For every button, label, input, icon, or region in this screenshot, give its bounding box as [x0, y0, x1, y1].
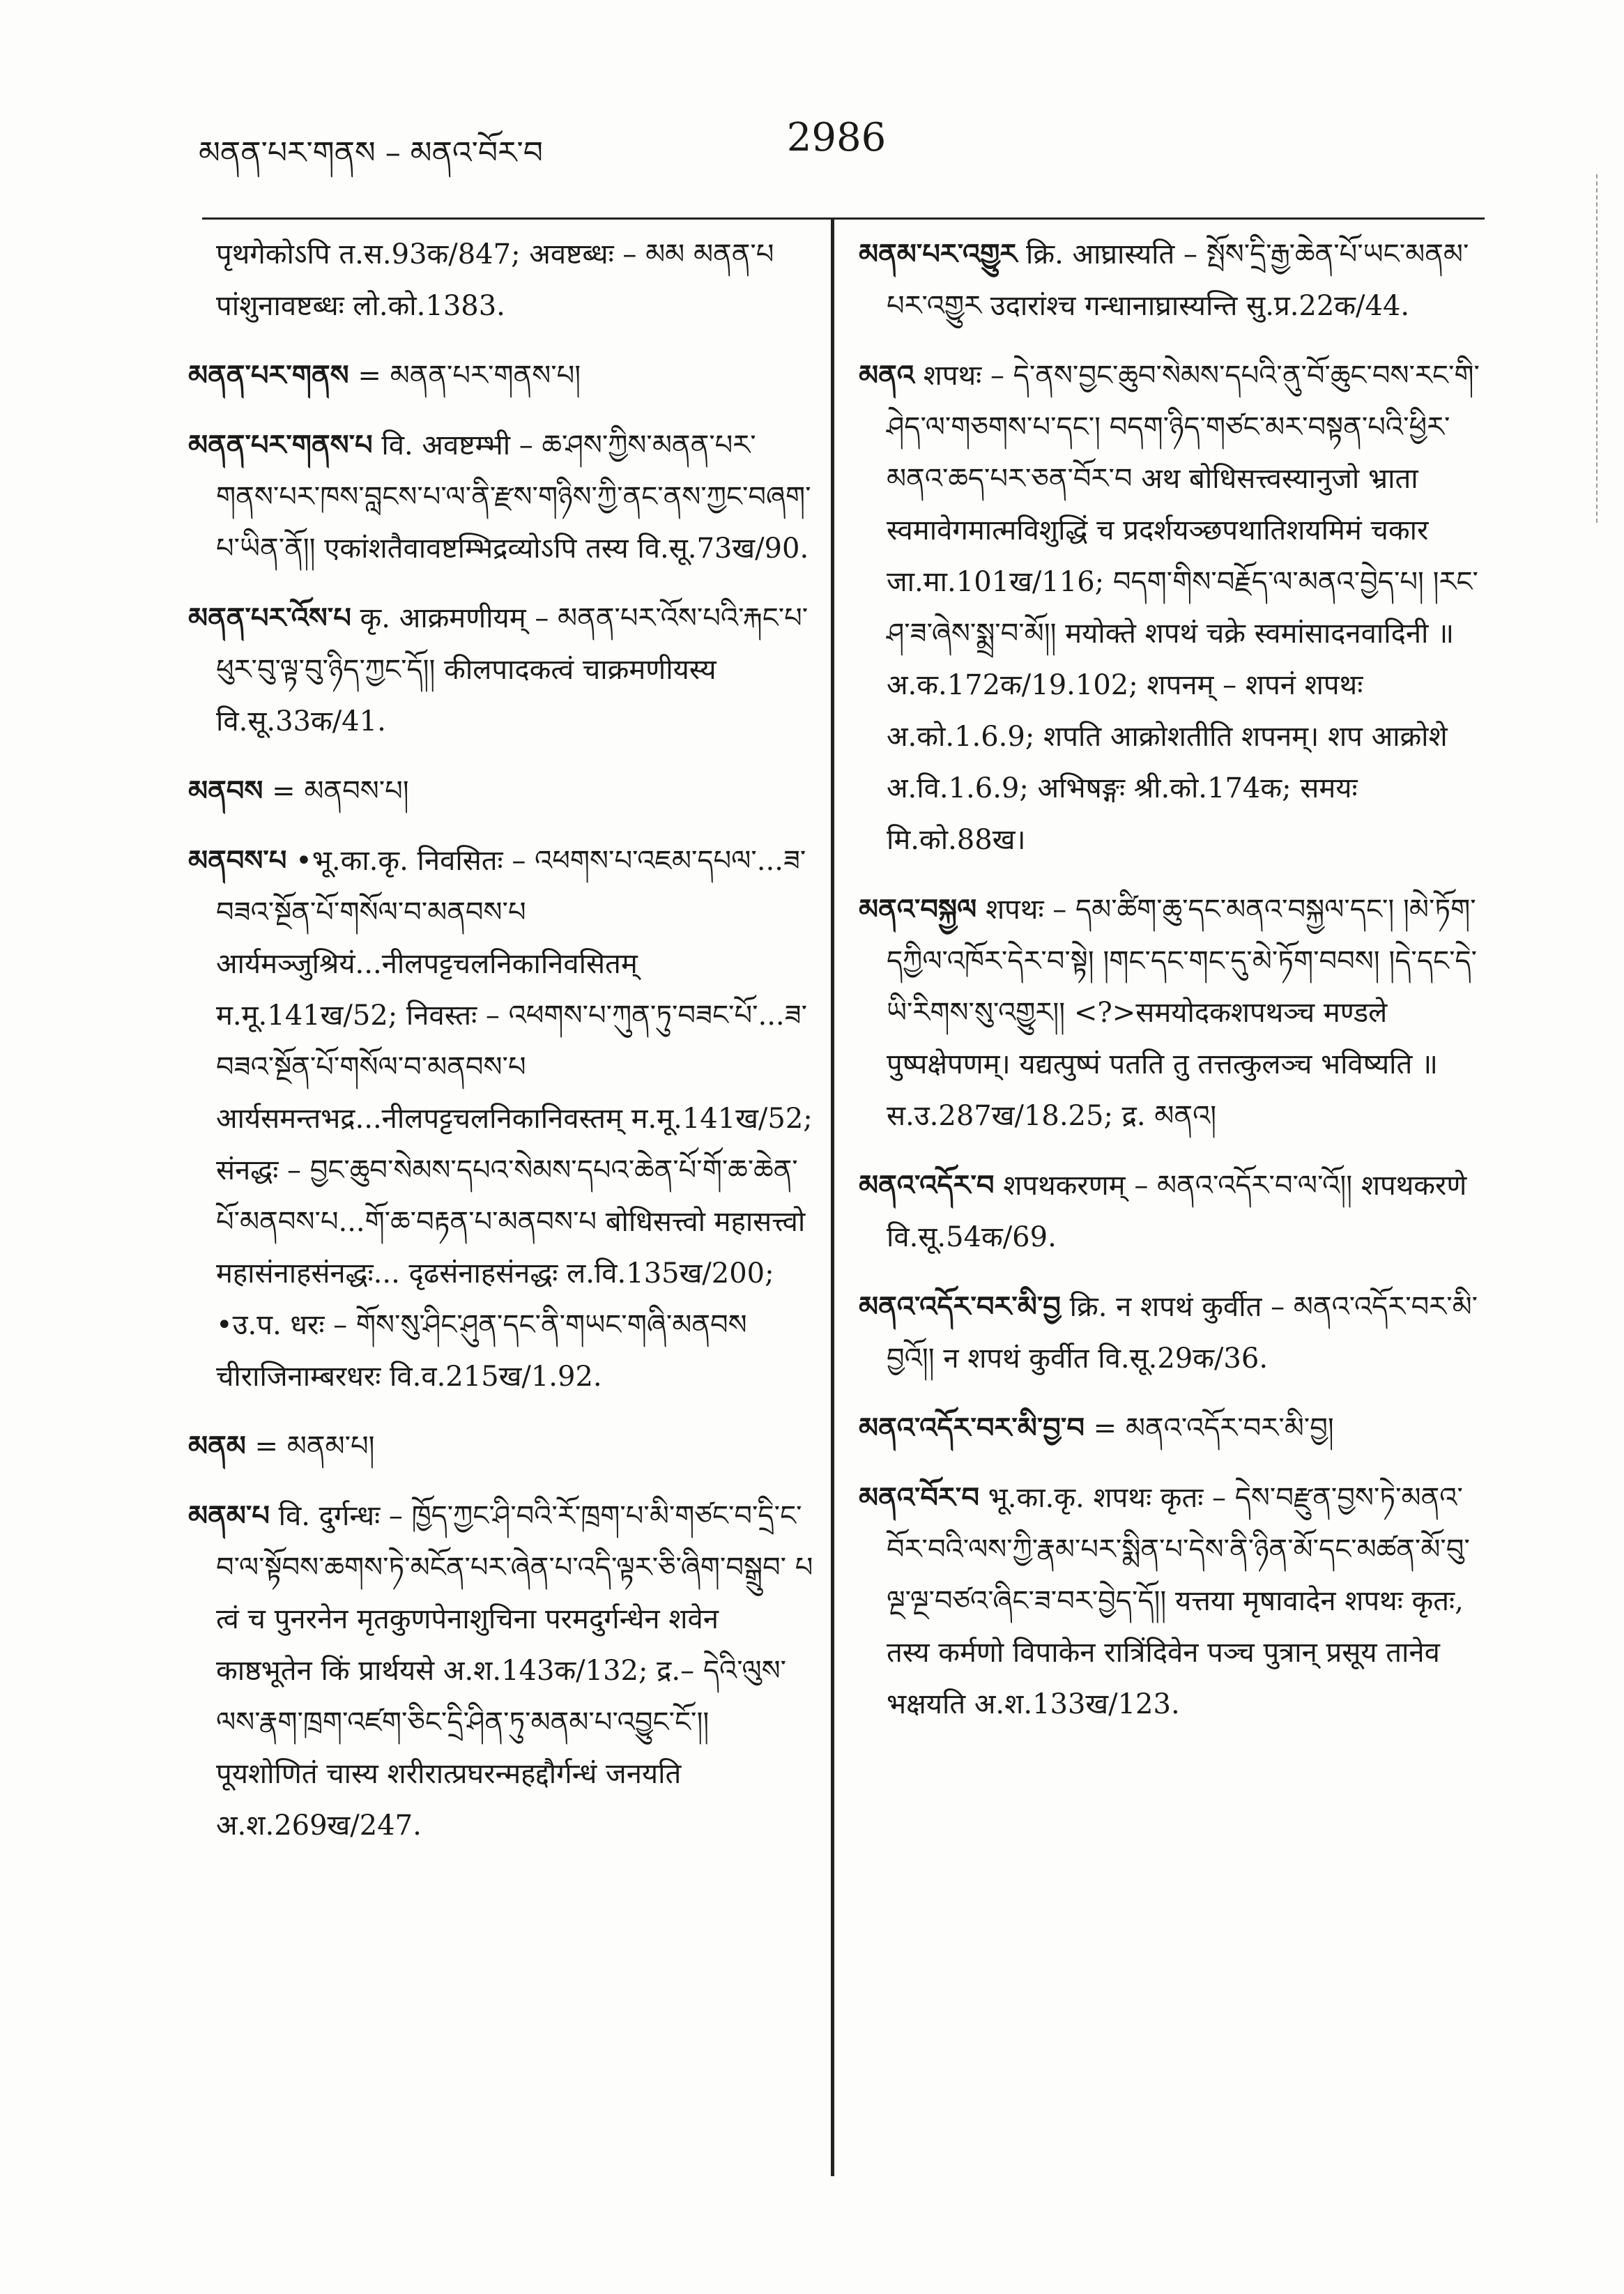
cross-reference-entry [188, 1421, 815, 1472]
dictionary-entry [859, 1160, 1486, 1263]
entry-text: शपथः – དམ་ཚིག་ཆུ་དང་མནའ་བསྐྱལ་དང་། །མེ་ཏོག་དཀྱིལ་འཁོར་དེར་བ་སྟེ། །གང་དང་གང་དུ་མེ་ཏོག་བབས། །དེ་དང་དེ་ཡི་རིགས་སུ་འགྱུར།། <?>समयोदकशपथञ्च मण्डले पुष्पक्षेपणम्। यद्यत्पुष्पं पतति तु तत्तत्कुलञ्च भविष्यति ॥ स.उ.287ख/18.25; द्र. མནའ། [887, 894, 1478, 1132]
cross-reference-entry [859, 1402, 1486, 1454]
entry-headword: མནམ་པ [188, 1499, 270, 1532]
dictionary-entry-continued [188, 229, 815, 332]
dictionary-entry [859, 884, 1486, 1142]
entry-text: शपथकरणम् – མནའ་འདོར་བ་ལ་འོ།། शपथकरणे वि.सू.54क/69. [887, 1170, 1467, 1253]
entry-headword: མནའ་བོར་བ [859, 1481, 979, 1514]
dictionary-entry [188, 420, 815, 574]
entry-headword: མནན་པར་འོས་པ [188, 602, 351, 634]
entry-headword: མནའ [859, 359, 914, 392]
page-number: 2986 [786, 115, 887, 160]
entry-text: पृथगेकोऽपि त.स.93क/847; अवष्टब्धः – མམ མནན་པ पांशुनावष्टब्धः लो.को.1383. [216, 238, 774, 322]
dictionary-entry [859, 1472, 1486, 1730]
column-divider [831, 217, 834, 2176]
dictionary-entry [188, 835, 815, 1402]
dictionary-entry [859, 1281, 1486, 1384]
cross-reference-entry [188, 350, 815, 402]
entry-text: = མནབས་པ། [263, 775, 409, 807]
entry-headword: མནན་པར་གནས [188, 359, 349, 392]
entry-text: वि. अवष्टम्भी – ཆ་ཤས་ཀྱིས་མནན་པར་གནས་པར་ཁས་བླངས་པ་ལ་ནི་རྫས་གཉིས་ཀྱི་ནང་ནས་ཀྱང་བཞག་པ་ཡིན་ནོ།། एकांशतैवावष्टम्भिद्रव्योऽपि तस्य वि.सू.73ख/90. [216, 429, 811, 565]
dictionary-entry [859, 350, 1486, 866]
entry-text: कृ. आक्रमणीयम् – མནན་པར་འོས་པའི་རྐང་པ་ཕུར་བུ་ལྟ་བུ་ཉིད་ཀྱང་དོ།། कीलपादकत्वं चाक्रमणीयस्य वि.सू.33क/41. [216, 602, 809, 737]
entry-headword: མནམ་པར་འགྱུར [859, 238, 1018, 270]
entry-headword: མནའ་བསྐྱལ [859, 893, 977, 926]
dictionary-entry [188, 1490, 815, 1851]
entry-headword: མནབས [188, 774, 263, 807]
dictionary-entry [859, 229, 1486, 332]
cross-reference-entry [188, 765, 815, 817]
entry-headword: མནན་པར་གནས་པ [188, 429, 373, 461]
scan-margin-marks [1596, 174, 1602, 523]
right-column [859, 229, 1486, 1748]
entry-headword: མནའ་འདོར་བར་མི་བྱ [859, 1290, 1061, 1323]
entry-text: क्रि. न शपथं कुर्वीत – མནའ་འདོར་བར་མི་བྱའོ།། न शपथं कुर्वीत वि.सू.29क/36. [887, 1291, 1478, 1375]
entry-headword: མནབས་པ [188, 844, 287, 877]
entry-text: •भू.का.कृ. निवसितः – འཕགས་པ་འཇམ་དཔལ་...ཟ་བཟའ་སྔོན་པོ་གསོལ་བ་མནབས་པ आर्यमञ्जुश्रियं...नीलपट्टचलनिकानिवसितम् म.मू.141ख/52; निवस्तः – འཕགས་པ་ཀུན་ཏུ་བཟང་པོ་...ཟ་བཟའ་སྔོན་པོ་གསོལ་བ་མནབས་པ आर्यसमन्तभद्र...नीलपट्टचलनिकानिवस्तम् म.मू.141ख/52; संनद्धः – བྱང་ཆུབ་སེམས་དཔའ་སེམས་དཔའ་ཆེན་པོ་གོ་ཆ་ཆེན་པོ་མནབས་པ...གོ་ཆ་བརྟན་པ་མནབས་པ बोधिसत्त्वो महासत्त्वो महासंनाहसंनद्धः... दृढसंनाहसंनद्धः ल.वि.135ख/200; •उ.प. धरः – གོས་སུ་ཤིང་ཤུན་དང་ནི་གཡང་གཞི་མནབས चीराजिनाम्बरधरः वि.व.215ख/1.92. [216, 845, 813, 1393]
entry-headword: མནའ་འདོར་བར་མི་བྱ་བ [859, 1412, 1085, 1444]
running-head: མནན་པར་གནས – མནའ་བོར་བ [199, 135, 543, 171]
dictionary-entry [188, 592, 815, 747]
entry-text: शपथः – དེ་ནས་བྱང་ཆུབ་སེམས་དཔའི་ནུ་བོ་ཆུང་བས་རང་གི་ཤེད་ལ་གཅགས་པ་དང་། བདག་ཉིད་གཙང་མར་བསྟན་པའི་ཕྱིར་མནའ་ཆད་པར་ཅན་བོར་བ अथ बोधिसत्त्वस्यानुजो भ्राता स्वमावेगमात्मविशुद्धिं च प्रदर्शयञ्छपथातिशयमिमं चकार जा.मा.101ख/116; བདག་གིས་བརྗོད་ལ་མནའ་བྱེད་པ། །རང་ཤ་ཟ་ཞེས་སྨྲ་བ་མོ།། मयोक्ते शपथं चक्रे स्वमांसादनवादिनी ॥ अ.क.172क/19.102; शपनम् – शपनं शपथः अ.को.1.6.9; शपति आक्रोशतीति शपनम्। शप आक्रोशे अ.वि.1.6.9; अभिषङ्गः श्री.को.174क; समयः मि.को.88ख। [887, 360, 1480, 856]
entry-headword: མནའ་འདོར་བ [859, 1169, 995, 1202]
entry-headword: མནམ [188, 1430, 246, 1462]
entry-text: = མནམ་པ། [245, 1430, 375, 1462]
entry-text: क्रि. आघ्रास्यति – སྤོས་དྲི་རྒྱ་ཆེན་པོ་ཡང་མནམ་པར་འགྱུར उदारांश्च गन्धानाघ्रास्यन्ति सु.प्र.22क/44. [887, 238, 1469, 322]
entry-text: भू.का.कृ. शपथः कृतः – དེས་བརྫུན་བྱས་ཏེ་མནའ་བོར་བའི་ལས་ཀྱི་རྣམ་པར་སྨིན་པ་དེས་ནི་ཉིན་མོ་དང་མཚན་མོ་བུ་ལྔ་ལྔ་བཙའ་ཞིང་ཟ་བར་བྱེད་དོ།། यत्तया मृषावादेन शपथः कृतः, तस्य कर्मणो विपाकेन रात्रिंदिवेन पञ्च पुत्रान् प्रसूय तानेव भक्षयति अ.श.133ख/123. [887, 1482, 1470, 1720]
entry-text: वि. दुर्गन्धः – ཁྱོད་ཀྱང་ཤི་བའི་རོ་ཁྲག་པ་མི་གཙང་བ་དྲི་ང་བ་ལ་སྟོབས་ཆགས་ཏེ་མངོན་པར་ཞེན་པ་འདི་ལྟར་ཅི་ཞིག་བསྒྲུབ་ པ त्वं च पुनरनेन मृतकुणपेनाशुचिना परमदुर्गन्धेन शवेन काष्ठभूतेन किं प्रार्थयसे अ.श.143क/132; द्र.– དེའི་ལུས་ལས་རྣག་ཁྲག་འཛག་ཅིང་དྲི་ཤིན་ཏུ་མནམ་པ་འབྱུང་ངོ་།། पूयशोणितं चास्य शरीरात्प्रघरन्महद्दौर्गन्धं जनयति अ.श.269ख/247. [216, 1500, 813, 1842]
left-column [188, 229, 815, 1869]
header-rule [202, 217, 1485, 220]
entry-text: = མནའ་འདོར་བར་མི་བྱ། [1084, 1412, 1334, 1444]
entry-text: = མནན་པར་གནས་པ། [348, 360, 581, 392]
